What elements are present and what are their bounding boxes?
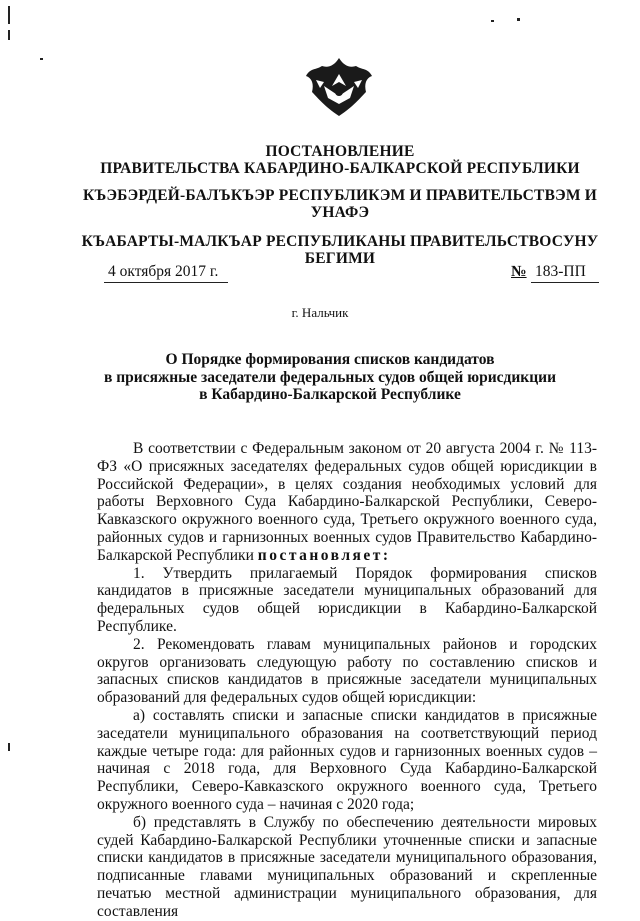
doc-type-title xyxy=(60,143,620,177)
header-line: УНАФЭ xyxy=(310,204,370,221)
balkar-title xyxy=(60,233,620,267)
title-line: О Порядке формирования списков кандидатов xyxy=(165,351,495,368)
header-line: БЕГИМИ xyxy=(304,250,376,267)
header-line: ПРАВИТЕЛЬСТВА КАБАРДИНО-БАЛКАРСКОЙ РЕСПУБЛИКИ xyxy=(100,160,580,177)
paragraph: 1. Утвердить прилагаемый Порядок формирования списков кандидатов в присяжные заседатели муниципальных образований для федеральных судов общей юрисдикции в Кабардино-Балкарской Республике. xyxy=(97,564,597,635)
decree-word: постановляет: xyxy=(257,546,391,564)
scan-mark xyxy=(491,20,494,22)
city-label: г. Нальчик xyxy=(291,305,349,320)
paragraph xyxy=(97,440,597,565)
decree-title xyxy=(90,351,570,404)
scan-mark xyxy=(40,58,43,60)
header-line: КЪЭБЭРДЕЙ-БАЛЪКЪЭР РЕСПУБЛИКЭМ И ПРАВИТЕЛЬСТВЭМ И xyxy=(82,187,598,204)
scan-mark xyxy=(8,743,10,751)
kabardian-title xyxy=(60,187,620,221)
header-line: КЪАБАРТЫ-МАЛКЪАР РЕСПУБЛИКАНЫ ПРАВИТЕЛЬСТВОСУНУ xyxy=(81,233,599,250)
scan-mark xyxy=(8,30,10,40)
decree-body xyxy=(97,440,597,921)
title-line: в присяжные заседатели федеральных судов общей юрисдикции xyxy=(103,368,557,386)
title-line: в Кабардино-Балкарской Республике xyxy=(199,386,461,403)
paragraph: б) представлять в Службу по обеспечению деятельности мировых судей Кабардино-Балкарской Республики уточненные списки и запасные списки кандидатов в присяжные заседатели муниципального образования, подписанные главами муниципальных образований и скрепленные печатью местной администрации муниципального образования, для составления xyxy=(97,813,597,920)
document-number: 183-ПП xyxy=(531,263,599,283)
coat-of-arms-emblem xyxy=(304,52,374,118)
document-date: 4 октября 2017 г. xyxy=(104,263,228,283)
scan-mark xyxy=(8,6,10,24)
paragraph-text: В соответствии с Федеральным законом от 20 августа 2004 г. № 113-ФЗ «О присяжных заседателях федеральных судов общей юрисдикции в Российской Федерации», в целях создания необходимых условий для работы Верховного Суда Кабардино-Балкарской Республики, Северо-Кавказского окружного военного суда, Третьего окружного военного суда, районных судов и гарнизонных военных судов Правительство Кабардино-Балкарской Республики xyxy=(97,440,597,564)
paragraph: а) составлять списки и запасные списки кандидатов в присяжные заседатели муниципального образования на соответствующий период каждые четыре года: для районных судов и гарнизонных военных судов – начиная с 2018 года, для Верховного Суда Кабардино-Балкарской Республики, Северо-Кавказского окружного военного суда, Третьего окружного военного суда – начиная с 2020 года; xyxy=(97,706,597,813)
scan-mark xyxy=(517,18,520,21)
paragraph: 2. Рекомендовать главам муниципальных районов и городских округов организовать следующую работу по составлению списков и запасных списков кандидатов в присяжные заседатели муниципальных образований для федеральных судов общей юрисдикции: xyxy=(97,635,597,707)
header-line: ПОСТАНОВЛЕНИЕ xyxy=(265,143,415,160)
date-number-line xyxy=(0,263,640,287)
number-sign: № xyxy=(511,263,527,280)
